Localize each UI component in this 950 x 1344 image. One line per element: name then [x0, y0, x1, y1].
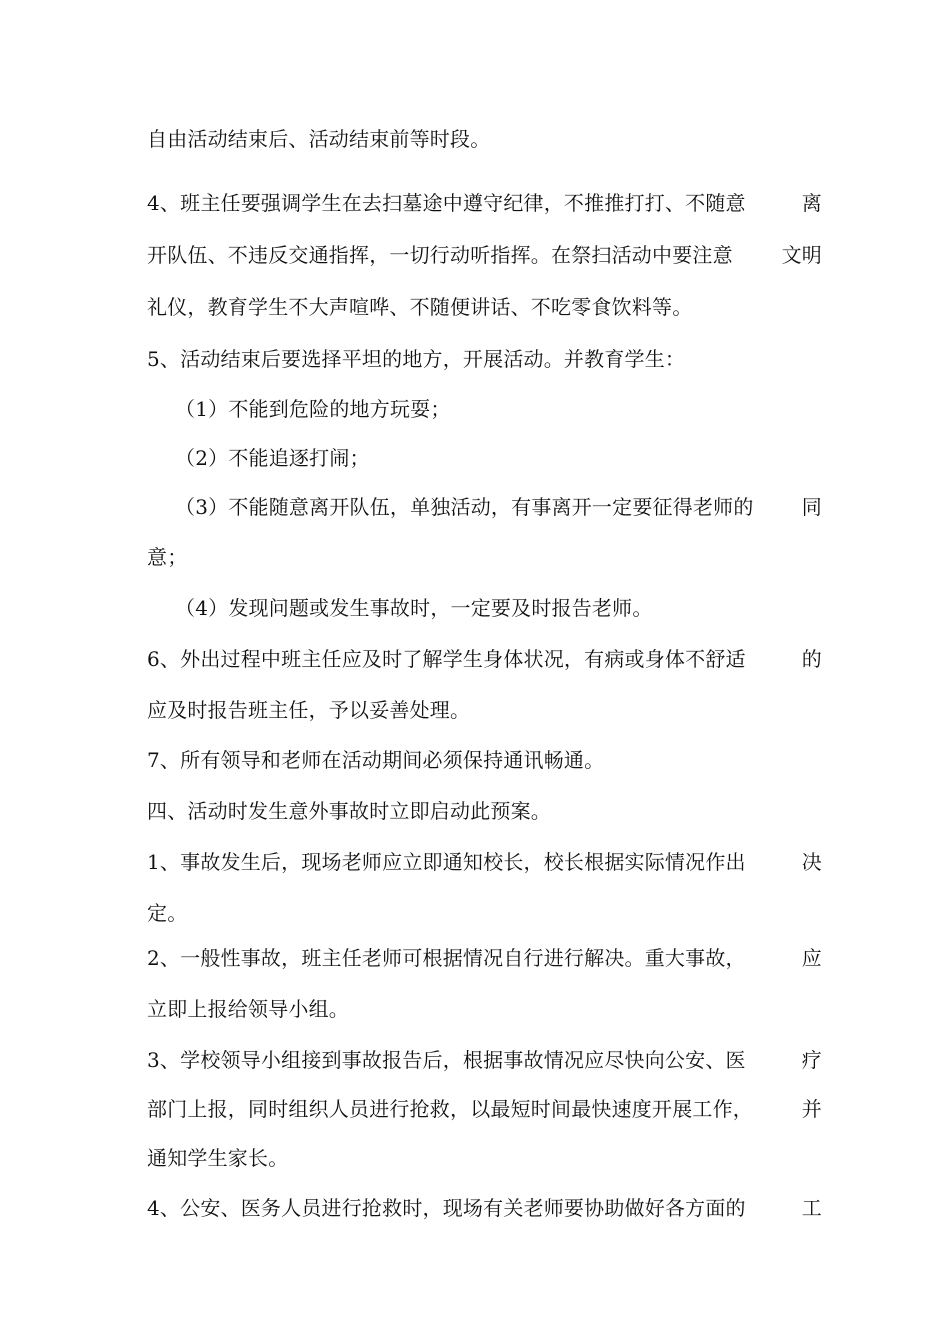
- text-segment: 3、学校领导小组接到事故报告后，根据事故情况应尽快向公安、医: [147, 1048, 746, 1072]
- text-line: [147, 647, 822, 671]
- text-line: [147, 1196, 822, 1220]
- text-segment: 开队伍、不违反交通指挥，一切行动听指挥。在祭扫活动中要注意: [147, 243, 733, 267]
- text-segment: 离: [801, 191, 822, 215]
- text-segment: 工: [801, 1196, 822, 1220]
- text-segment: 2、一般性事故，班主任老师可根据情况自行进行解决。重大事故，: [147, 946, 746, 970]
- text-line: （1）不能到危险的地方玩耍；: [175, 397, 451, 421]
- text-segment: 疗: [801, 1048, 822, 1072]
- text-line: [147, 191, 822, 215]
- text-segment: 部门上报，同时组织人员进行抢救，以最短时间最快速度开展工作，: [147, 1097, 753, 1121]
- text-line: [147, 946, 822, 970]
- text-segment: 应: [801, 946, 822, 970]
- text-line: [147, 1097, 822, 1121]
- text-line: 四、活动时发生意外事故时立即启动此预案。: [147, 799, 551, 823]
- text-line: 7、所有领导和老师在活动期间必须保持通讯畅通。: [147, 748, 605, 772]
- text-segment: 1、事故发生后，现场老师应立即通知校长，校长根据实际情况作出: [147, 850, 746, 874]
- text-line: 定。: [147, 901, 188, 925]
- text-segment: 4、班主任要强调学生在去扫墓途中遵守纪律，不推推打打、不随意: [147, 191, 746, 215]
- text-line: [147, 243, 822, 267]
- text-segment: 的: [801, 647, 822, 671]
- text-segment: 6、外出过程中班主任应及时了解学生身体状况，有病或身体不舒适: [147, 647, 746, 671]
- text-line: 礼仪，教育学生不大声喧哗、不随便讲话、不吃零食饮料等。: [147, 295, 693, 319]
- text-line: [175, 495, 822, 519]
- text-line: （2）不能追逐打闹；: [175, 446, 370, 470]
- text-segment: 并: [801, 1097, 822, 1121]
- text-line: 立即上报给领导小组。: [147, 997, 349, 1021]
- text-segment: 文明: [781, 243, 822, 267]
- text-line: 自由活动结束后、活动结束前等时段。: [147, 127, 491, 151]
- text-line: （4）发现问题或发生事故时，一定要及时报告老师。: [175, 596, 653, 620]
- text-line: 5、活动结束后要选择平坦的地方，开展活动。并教育学生：: [147, 347, 686, 371]
- text-line: 应及时报告班主任，予以妥善处理。: [147, 698, 471, 722]
- text-segment: （3）不能随意离开队伍，单独活动，有事离开一定要征得老师的: [175, 495, 754, 519]
- text-line: [147, 1048, 822, 1072]
- text-segment: 决: [801, 850, 822, 874]
- text-line: 通知学生家长。: [147, 1146, 289, 1170]
- text-line: 意；: [147, 545, 188, 569]
- text-line: [147, 850, 822, 874]
- text-segment: 4、公安、医务人员进行抢救时，现场有关老师要协助做好各方面的: [147, 1196, 746, 1220]
- text-segment: 同: [801, 495, 822, 519]
